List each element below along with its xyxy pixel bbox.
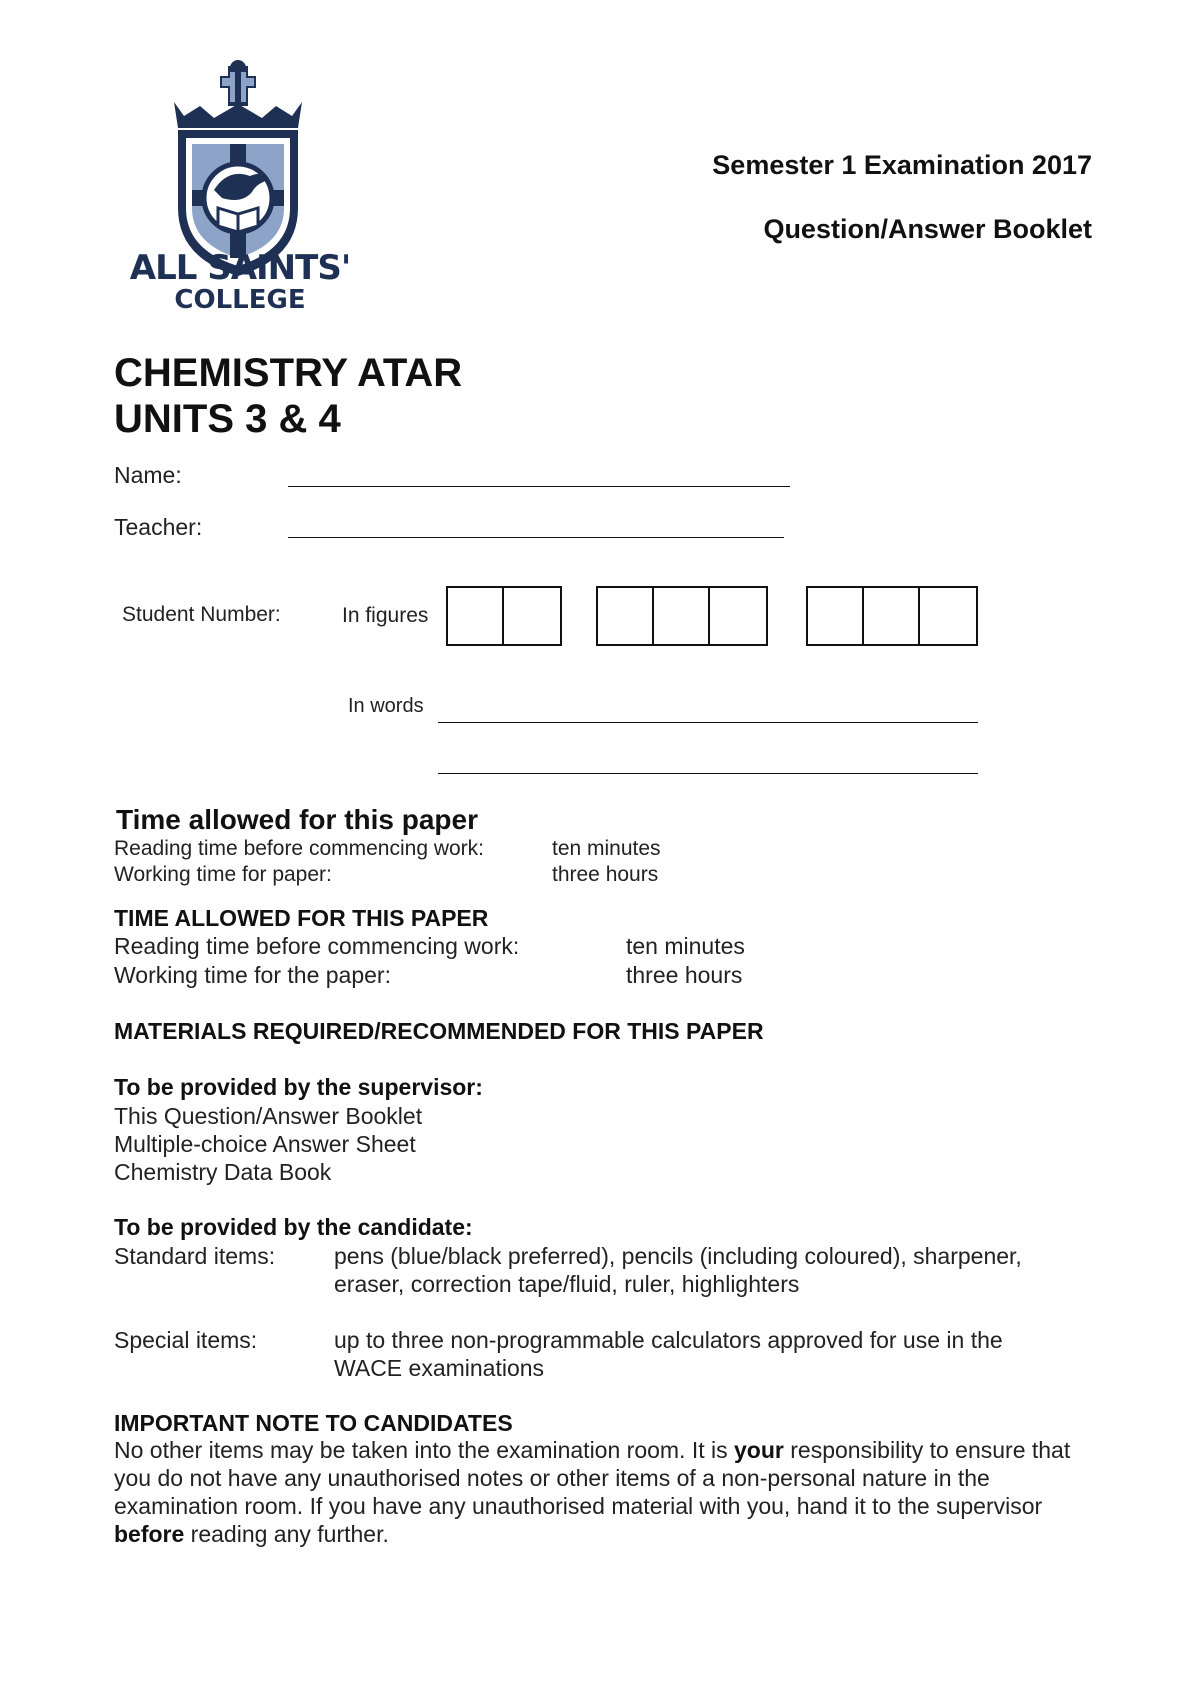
college-logo-subtitle: COLLEGE (174, 285, 306, 315)
in-words-line-1[interactable] (438, 722, 978, 723)
supervisor-item: Chemistry Data Book (114, 1159, 332, 1185)
note-emphasis: your (734, 1437, 784, 1463)
note-text: No other items may be taken into the examination room. It is (114, 1437, 735, 1463)
teacher-input-line[interactable] (288, 537, 784, 538)
units-title: UNITS 3 & 4 (114, 397, 341, 441)
working-time-value-2: three hours (626, 962, 743, 988)
exam-title: Semester 1 Examination 2017 (712, 150, 1092, 180)
student-number-box-group-3 (806, 586, 978, 646)
student-number-digit-box[interactable] (448, 588, 504, 644)
student-number-digit-box[interactable] (598, 588, 654, 644)
name-label: Name: (114, 462, 182, 488)
student-number-digit-box[interactable] (920, 588, 976, 644)
student-number-digit-box[interactable] (864, 588, 920, 644)
note-text: reading any further. (184, 1521, 389, 1547)
in-words-label: In words (348, 695, 424, 717)
teacher-label: Teacher: (114, 514, 203, 540)
in-words-line-2[interactable] (438, 773, 978, 774)
student-number-digit-box[interactable] (654, 588, 710, 644)
note-text: responsibility to ensure that you do not have any unauthorised notes or other items of a non-personal nature in the examination room. If you have any unauthorised material with you, hand it to the supervisor (114, 1437, 1071, 1519)
reading-time-value: ten minutes (552, 837, 661, 860)
time-allowed-heading: Time allowed for this paper (116, 804, 479, 835)
reading-time-label: Reading time before commencing work: (114, 837, 485, 860)
name-input-line[interactable] (288, 486, 790, 487)
working-time-value: three hours (552, 863, 659, 886)
special-items-text-2: WACE examinations (334, 1355, 545, 1381)
student-number-label: Student Number: (122, 603, 281, 626)
student-number-digit-box[interactable] (710, 588, 766, 644)
materials-heading: MATERIALS REQUIRED/RECOMMENDED FOR THIS PAPER (114, 1018, 764, 1044)
student-number-box-group-2 (596, 586, 768, 646)
supervisor-heading: To be provided by the supervisor: (114, 1074, 483, 1100)
college-logo-name: ALL SAINTS' (129, 248, 351, 288)
booklet-title: Question/Answer Booklet (763, 214, 1092, 244)
in-figures-label: In figures (342, 604, 429, 627)
candidate-heading: To be provided by the candidate: (114, 1214, 473, 1240)
reading-time-label-2: Reading time before commencing work: (114, 933, 520, 959)
standard-items-label: Standard items: (114, 1243, 276, 1269)
supervisor-item: This Question/Answer Booklet (114, 1103, 423, 1129)
student-number-digit-box[interactable] (504, 588, 560, 644)
student-number-box-group-1 (446, 586, 562, 646)
working-time-label: Working time for paper: (114, 863, 332, 886)
student-number-digit-box[interactable] (808, 588, 864, 644)
standard-items-text-2: eraser, correction tape/fluid, ruler, highlighters (334, 1271, 800, 1297)
note-emphasis: before (114, 1521, 185, 1547)
working-time-label-2: Working time for the paper: (114, 962, 391, 988)
important-note-paragraph (114, 1436, 1098, 1548)
special-items-text: up to three non-programmable calculators approved for use in the (334, 1327, 1003, 1353)
important-note-heading: IMPORTANT NOTE TO CANDIDATES (114, 1410, 513, 1436)
special-items-label: Special items: (114, 1327, 258, 1353)
time-allowed-caps-heading: TIME ALLOWED FOR THIS PAPER (114, 905, 489, 931)
subject-title: CHEMISTRY ATAR (114, 351, 463, 395)
reading-time-value-2: ten minutes (626, 933, 745, 959)
standard-items-text: pens (blue/black preferred), pencils (including coloured), sharpener, (334, 1243, 1022, 1269)
supervisor-item: Multiple-choice Answer Sheet (114, 1131, 416, 1157)
